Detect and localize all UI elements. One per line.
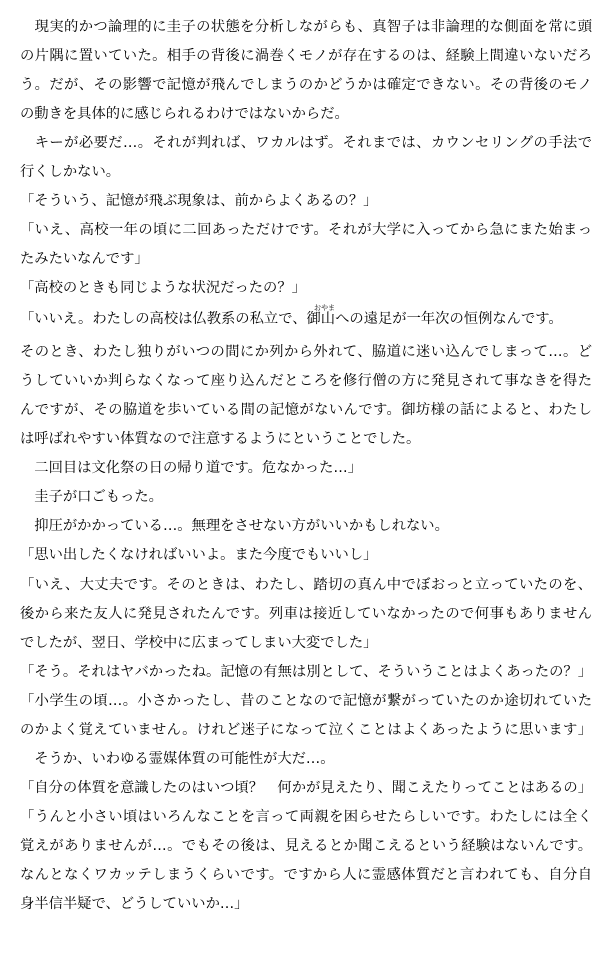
text-line: 現実的かつ論理的に圭子の状態を分析しながらも、真智子は非論理的な側面を常に頭 (20, 19, 592, 35)
text-line: 「うんと小さい頃はいろんなことを言って両親を困らせたらしいです。わたしには全く (20, 809, 592, 825)
text-line: 「いえ、高校一年の頃に二回あっただけです。それが大学に入ってから急にまた始まっ (20, 222, 592, 238)
text-line: の片隅に置いていた。相手の背後に渦巻くモノが存在するのは、経験上間違いないだろ (20, 48, 592, 64)
text-line: 「思い出したくなければいいよ。また今度でもいいし」 (20, 547, 378, 563)
text-line: の動きを具体的に感じられるわけではないからだ。 (20, 106, 349, 122)
text-line: 抑圧がかかっている…。無理をさせない方がいいかもしれない。 (20, 518, 449, 534)
text-line: 「自分の体質を意識したのはいつ頃？ 何かが見えたり、聞こえたりってことはあるの」 (20, 780, 592, 796)
text-line: 覚えがありませんが…。でもその後は、見えるとか聞こえるという経験はないんです。 (20, 838, 592, 854)
text-line: 「そう。それはヤバかったね。記憶の有無は別として、そういうことはよくあったの？」 (20, 664, 592, 680)
text-line: 「いいえ。わたしの高校は仏教系の私立で、御山への遠足が一年次の恒例なんです。 (20, 311, 563, 327)
text-line: のかよく覚えていません。けれど迷子になって泣くことはよくあったように思います」 (20, 722, 592, 738)
text-line: う。だが、その影響で記憶が飛んでしまうのかどうかは確定できない。その背後のモノ (20, 77, 592, 93)
text-line: キーが必要だ…。それが判れば、ワカルはず。それまでは、カウンセリングの手法で (20, 135, 592, 151)
text-line: んですが、その脇道を歩いている間の記憶がないんです。御坊様の話によると、わたし (20, 402, 592, 418)
text-line: は呼ばれやすい体質なので注意するようにということでした。 (20, 431, 421, 447)
text-line: でしたが、翌日、学校中に広まってしまい大変でした」 (20, 635, 378, 651)
ruby-reading: おやま (314, 304, 335, 312)
text-line: 身半信半疑で、どうしていいか…」 (20, 896, 249, 912)
text-line: 行くしかない。 (20, 164, 121, 180)
text-line: 「そういう、記憶が飛ぶ現象は、前からよくあるの？」 (20, 193, 378, 209)
text-line: 「高校のときも同じような状況だったの？」 (20, 280, 306, 296)
text-line: そのとき、わたし独りがいつの間にか列から外れて、脇道に迷い込んでしまって…。ど (20, 344, 592, 360)
text-line: 圭子が口ごもった。 (20, 489, 163, 505)
text-line: 「小学生の頃…。小さかったし、昔のことなので記憶が繋がっていたのか途切れていた (20, 693, 592, 709)
text-line: 後から来た友人に発見されたんです。列車は接近していなかったので何事もありません (20, 606, 592, 622)
text-line: 「いえ、大丈夫です。そのときは、わたし、踏切の真ん中でぼおっと立っていたのを、 (20, 577, 592, 593)
text-line: 二回目は文化祭の日の帰り道です。危なかった…」 (20, 460, 362, 476)
text-line: なんとなくワカッテしまうくらいです。ですから人に霊感体質だと言われても、自分自 (20, 867, 592, 883)
text-line: たみたいなんです」 (20, 251, 149, 267)
text-line: そうか、いわゆる霊媒体質の可能性が大だ…。 (20, 751, 335, 767)
text-line: うしていいか判らなくなって座り込んだところを修行僧の方に発見されて事なきを得た (20, 373, 592, 389)
